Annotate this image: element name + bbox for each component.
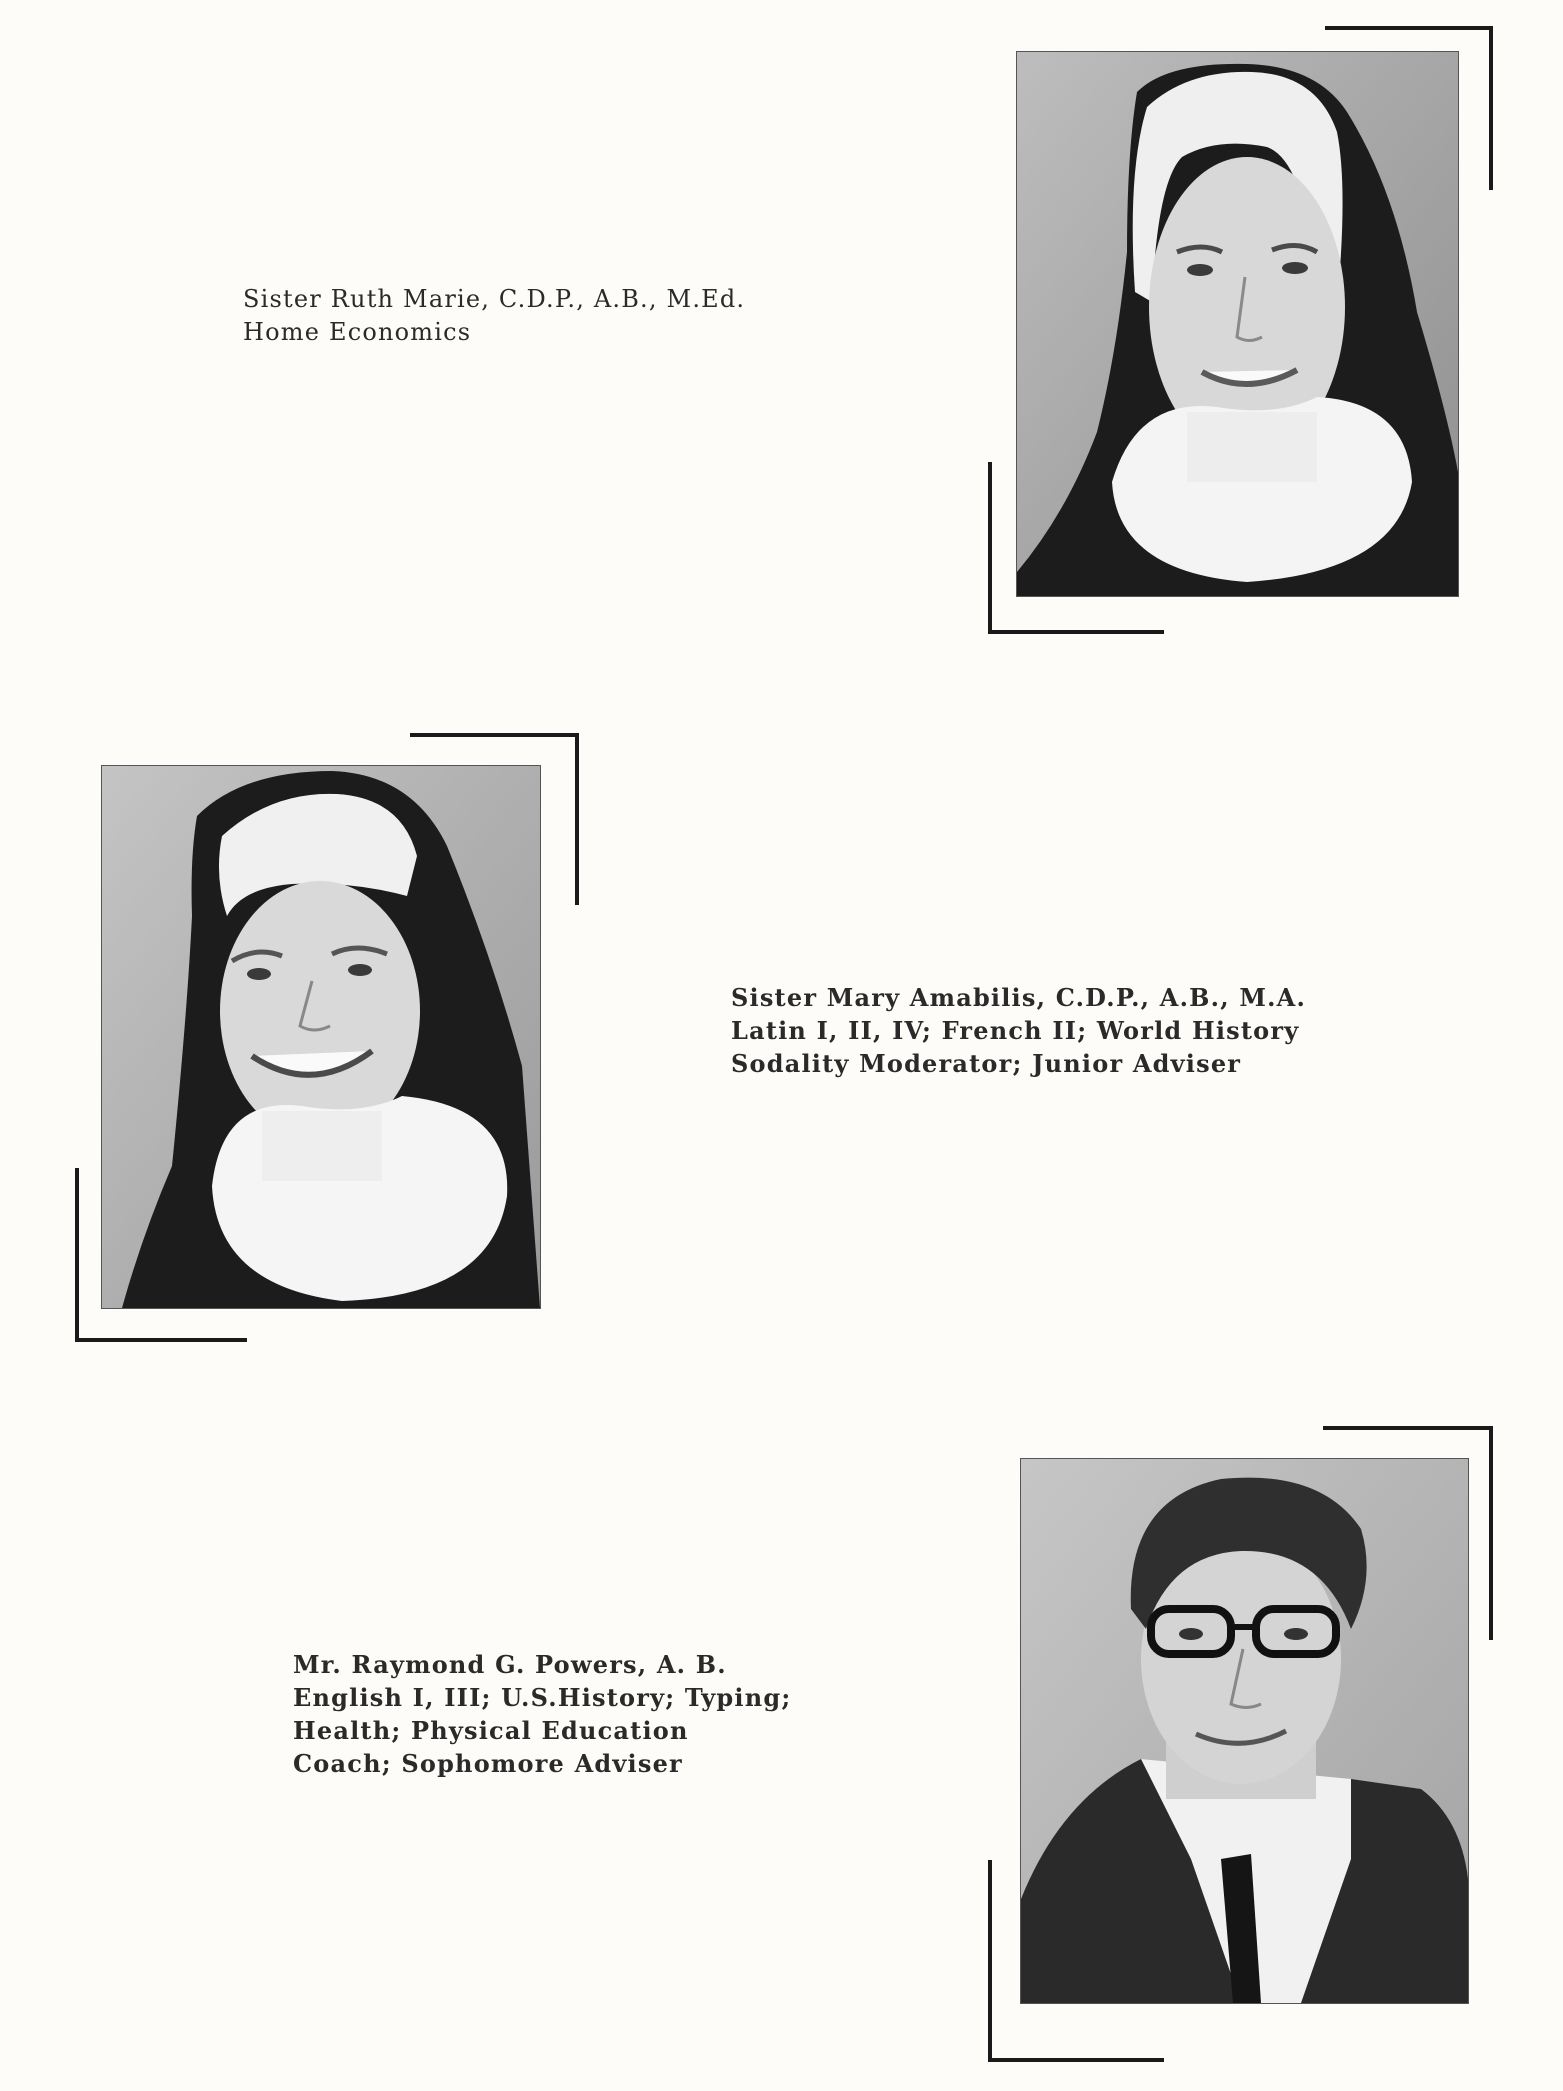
faculty-photo-1: [1016, 51, 1459, 597]
faculty-caption-3: [293, 1648, 791, 1780]
faculty-caption-2: [731, 981, 1306, 1080]
faculty-photo-3: [1020, 1458, 1469, 2004]
faculty-subjects: Health; Physical Education: [293, 1716, 689, 1745]
faculty-photo-2: [101, 765, 541, 1309]
faculty-subjects: Latin I, II, IV; French II; World History: [731, 1016, 1300, 1045]
faculty-subjects: English I, III; U.S.History; Typing;: [293, 1683, 792, 1712]
faculty-name: Sister Ruth Marie, C.D.P., A.B., M.Ed.: [243, 285, 746, 313]
faculty-duties: Sodality Moderator; Junior Adviser: [731, 1049, 1242, 1078]
nun-portrait-image: [1017, 52, 1458, 596]
faculty-duties: Coach; Sophomore Adviser: [293, 1749, 683, 1778]
faculty-name: Sister Mary Amabilis, C.D.P., A.B., M.A.: [731, 983, 1307, 1012]
man-portrait-image: [1021, 1459, 1468, 2003]
faculty-name: Mr. Raymond G. Powers, A. B.: [293, 1650, 727, 1679]
faculty-subjects: Home Economics: [243, 318, 472, 346]
nun-portrait-image: [102, 766, 540, 1308]
faculty-caption-1: [243, 283, 745, 349]
